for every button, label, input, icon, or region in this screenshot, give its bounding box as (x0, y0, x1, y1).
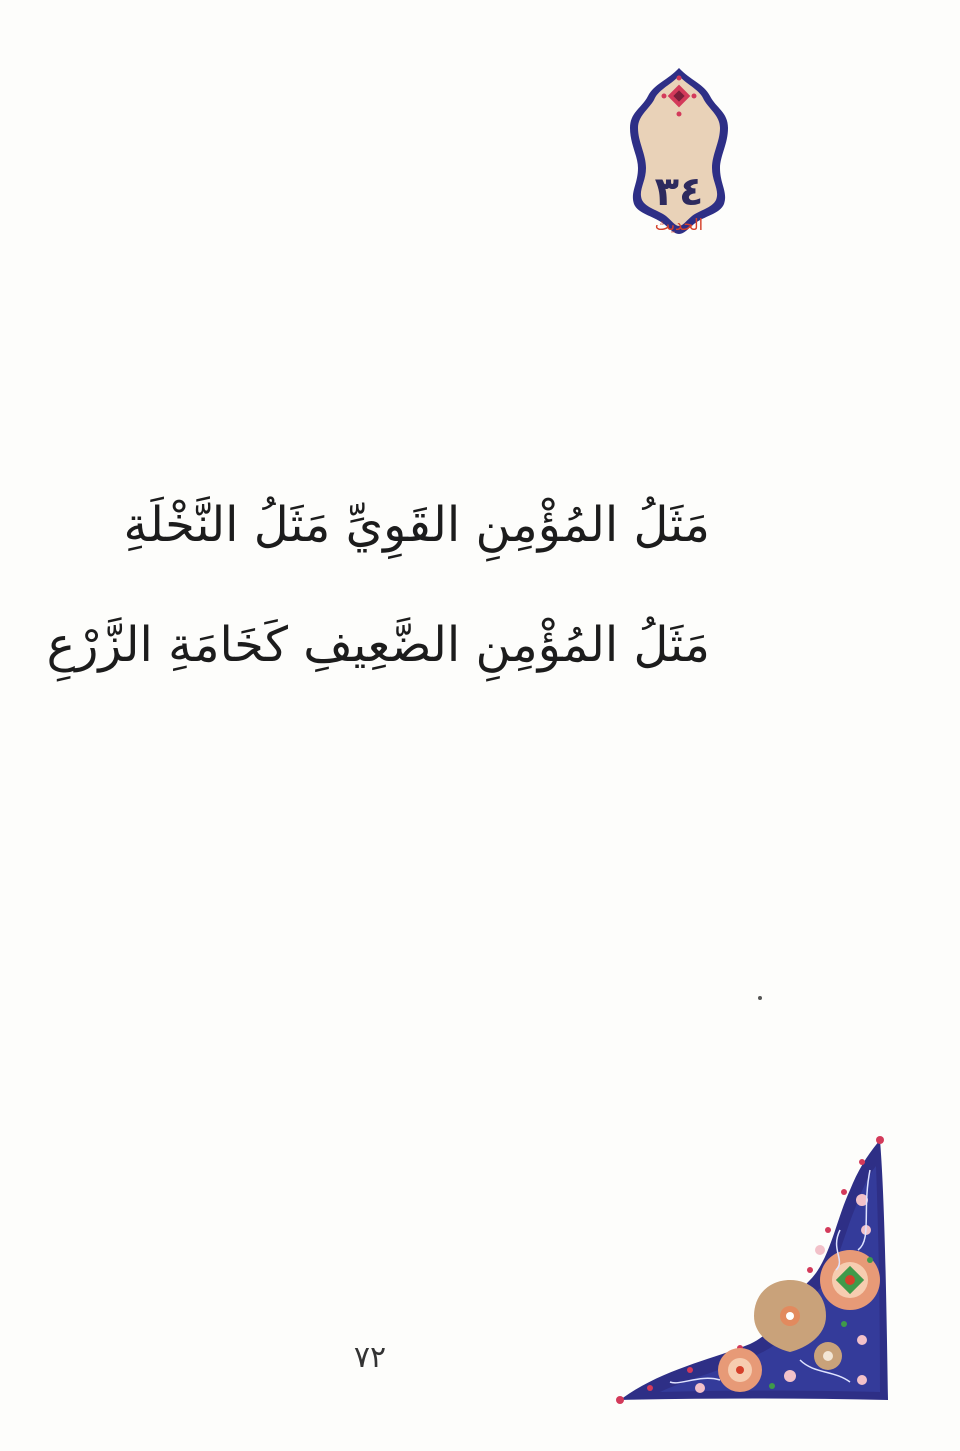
hadith-line-2: مَثَلُ المُؤْمِنِ الضَّعِيفِ كَخَامَةِ الزَّرْعِ (46, 617, 710, 673)
hadith-label: الحديث (654, 215, 704, 234)
hadith-number-badge (624, 64, 734, 236)
paper-speck (758, 996, 762, 1000)
hadith-line-1: مَثَلُ المُؤْمِنِ القَوِيِّ مَثَلُ النَّخْلَةِ (123, 497, 710, 553)
page-number: ٧٢ (353, 1340, 387, 1375)
hadith-text (46, 470, 710, 710)
floral-corner-ornament-icon (600, 1130, 900, 1420)
hadith-number: ٣٤ (654, 169, 704, 215)
